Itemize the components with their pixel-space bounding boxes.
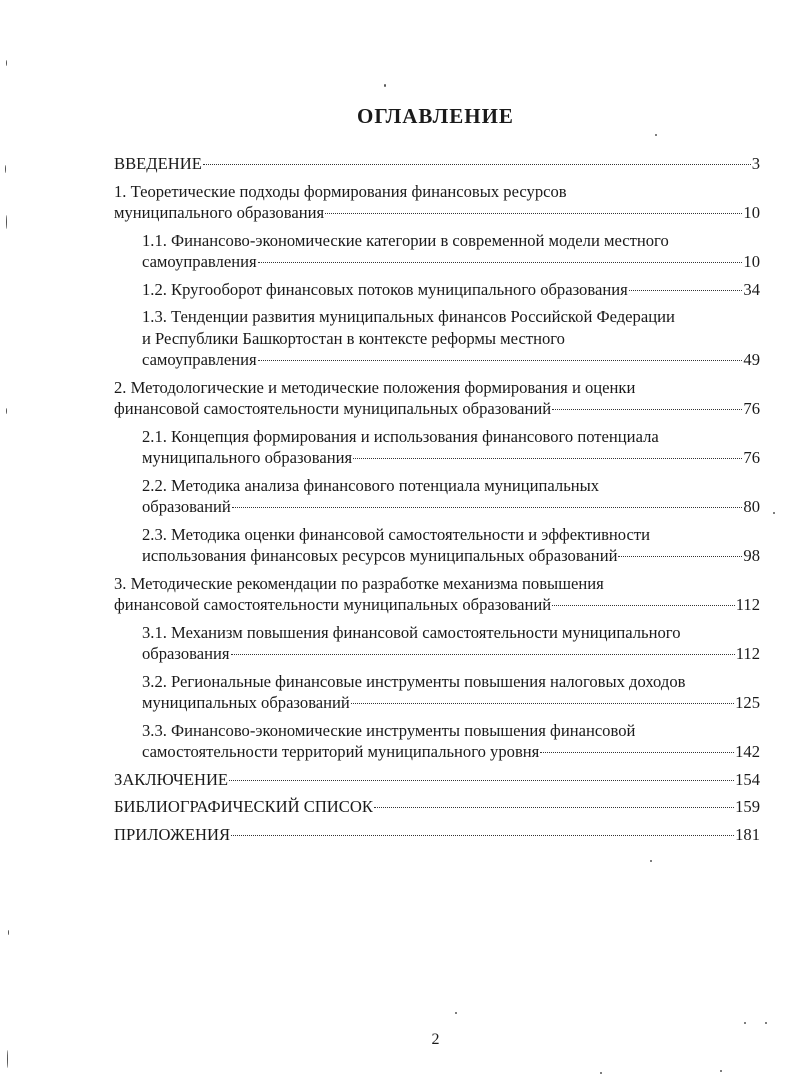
scan-speck xyxy=(6,60,7,66)
toc-page-number: 80 xyxy=(743,497,760,516)
toc-page-number: 76 xyxy=(743,399,760,418)
toc-entry-title-line-1: 2.1. Концепция формирования и использования финансового потенциала xyxy=(142,426,659,446)
scan-speck xyxy=(8,930,9,935)
toc-page-number: 76 xyxy=(743,448,760,467)
toc-entry-title: БИБЛИОГРАФИЧЕСКИЙ СПИСОК xyxy=(114,797,373,816)
dot-leader xyxy=(552,605,735,606)
dot-leader xyxy=(231,654,735,655)
toc-entry-title: 1.2. Кругооборот финансовых потоков муниципального образования xyxy=(142,279,628,299)
toc-entry-title-line-1: 3. Методические рекомендации по разработке механизма повышения xyxy=(114,573,604,593)
toc-entry-title-line-2: муниципальных образований xyxy=(142,693,350,712)
toc-entry-title-line-2: муниципального образования xyxy=(142,448,353,467)
toc-entry-section-2-2[interactable] xyxy=(142,475,760,518)
toc-page-number: 3 xyxy=(751,154,760,173)
toc-page-number: 34 xyxy=(743,279,760,299)
page-number: 2 xyxy=(431,1031,440,1048)
toc-entry-title-line-2: образования xyxy=(142,644,230,663)
dot-leader xyxy=(325,213,742,214)
toc-page-number: 10 xyxy=(743,203,760,222)
dot-leader xyxy=(353,458,742,459)
scan-speck xyxy=(765,1022,767,1024)
toc-page-number: 10 xyxy=(743,252,760,271)
dot-leader xyxy=(552,409,742,410)
toc-entry-title-line-2: и Республики Башкортостан в контексте реформы местного xyxy=(142,328,565,348)
scan-speck xyxy=(6,215,7,229)
toc-entry-title-line-1: 1.1. Финансово-экономические категории в современной модели местного xyxy=(142,230,669,250)
dot-leader xyxy=(618,556,742,557)
toc-entry-title-line-1: 2.3. Методика оценки финансовой самостоятельности и эффективности xyxy=(142,524,650,544)
dot-leader xyxy=(231,835,734,836)
toc-entry-title-line-2: самоуправления xyxy=(142,252,257,271)
toc-entry-section-2-3[interactable] xyxy=(142,524,760,567)
dot-leader xyxy=(540,752,734,753)
dot-leader xyxy=(351,703,734,704)
toc-page-number: 112 xyxy=(735,595,760,614)
scan-speck xyxy=(600,1072,602,1074)
toc-entry-title-line-2: финансовой самостоятельности муниципальных образований xyxy=(114,595,552,614)
toc-entry-conclusion[interactable] xyxy=(114,769,760,791)
toc-entry-bibliography[interactable] xyxy=(114,796,760,818)
scan-speck xyxy=(7,1050,8,1068)
toc-page-number: 112 xyxy=(735,644,760,663)
toc-page-number: 125 xyxy=(735,693,760,712)
toc-entry-title-line-1: 1. Теоретические подходы формирования финансовых ресурсов xyxy=(114,181,567,201)
toc-entry-title-line-1: 2. Методологические и методические положения формирования и оценки xyxy=(114,377,636,397)
toc-page-number: 142 xyxy=(735,742,760,761)
toc-entry-title-line-1: 1.3. Тенденции развития муниципальных финансов Российской Федерации xyxy=(142,307,675,326)
toc-entry-title-line-1: 2.2. Методика анализа финансового потенциала муниципальных xyxy=(142,475,600,495)
scan-speck xyxy=(6,408,7,414)
toc-entry-chapter-3[interactable] xyxy=(114,573,760,616)
dot-leader xyxy=(258,262,743,263)
toc-entry-section-1-2[interactable] xyxy=(142,279,760,301)
toc-entry-title-line-2: финансовой самостоятельности муниципальных образований xyxy=(114,399,552,418)
toc-entry-introduction[interactable] xyxy=(114,153,760,175)
scan-speck xyxy=(773,512,775,514)
scan-speck xyxy=(384,84,386,87)
toc-entry-appendices[interactable] xyxy=(114,824,760,846)
toc-entry-title: ЗАКЛЮЧЕНИЕ xyxy=(114,769,229,789)
toc-entry-chapter-1[interactable] xyxy=(114,181,760,224)
toc-page-number: 181 xyxy=(735,824,760,844)
toc-entry-title-line-2: образований xyxy=(142,497,231,516)
dot-leader xyxy=(374,807,734,808)
scan-speck xyxy=(5,165,6,173)
scan-speck xyxy=(650,860,652,862)
dot-leader xyxy=(629,290,743,291)
dot-leader xyxy=(203,164,751,165)
toc-entry-title: ВВЕДЕНИЕ xyxy=(114,154,202,173)
dot-leader xyxy=(229,780,734,781)
toc-entry-title-line-2: муниципального образования xyxy=(114,203,325,222)
toc-page-number: 98 xyxy=(743,546,760,565)
toc-entry-section-2-1[interactable] xyxy=(142,426,760,469)
toc-entry-title-line-2: использования финансовых ресурсов муниципальных образований xyxy=(142,546,618,565)
scan-speck xyxy=(744,1022,746,1024)
table-of-contents xyxy=(114,153,760,845)
toc-page-number: 159 xyxy=(735,797,760,816)
toc-page-number: 49 xyxy=(743,350,760,369)
toc-entry-title: ПРИЛОЖЕНИЯ xyxy=(114,824,231,844)
toc-entry-chapter-2[interactable] xyxy=(114,377,760,420)
toc-entry-section-3-2[interactable] xyxy=(142,671,760,714)
toc-entry-section-1-1[interactable] xyxy=(142,230,760,273)
toc-entry-title-line-1: 3.1. Механизм повышения финансовой самостоятельности муниципального xyxy=(142,622,681,642)
scan-speck xyxy=(455,1012,457,1014)
dot-leader xyxy=(232,507,743,508)
toc-entry-title-line-1: 3.2. Региональные финансовые инструменты повышения налоговых доходов xyxy=(142,671,686,691)
dot-leader xyxy=(258,360,743,361)
toc-page-number: 154 xyxy=(735,769,760,789)
scan-speck xyxy=(655,134,657,136)
page-title: ОГЛАВЛЕНИЕ xyxy=(357,104,514,128)
toc-entry-title-line-2: самостоятельности территорий муниципального уровня xyxy=(142,742,540,761)
toc-entry-title-line-3: самоуправления xyxy=(142,350,257,369)
scan-speck xyxy=(720,1070,722,1072)
toc-entry-section-3-1[interactable] xyxy=(142,622,760,665)
toc-entry-section-1-3[interactable] xyxy=(142,306,760,371)
toc-entry-title-line-1: 3.3. Финансово-экономические инструменты повышения финансовой xyxy=(142,720,636,740)
toc-entry-section-3-3[interactable] xyxy=(142,720,760,763)
